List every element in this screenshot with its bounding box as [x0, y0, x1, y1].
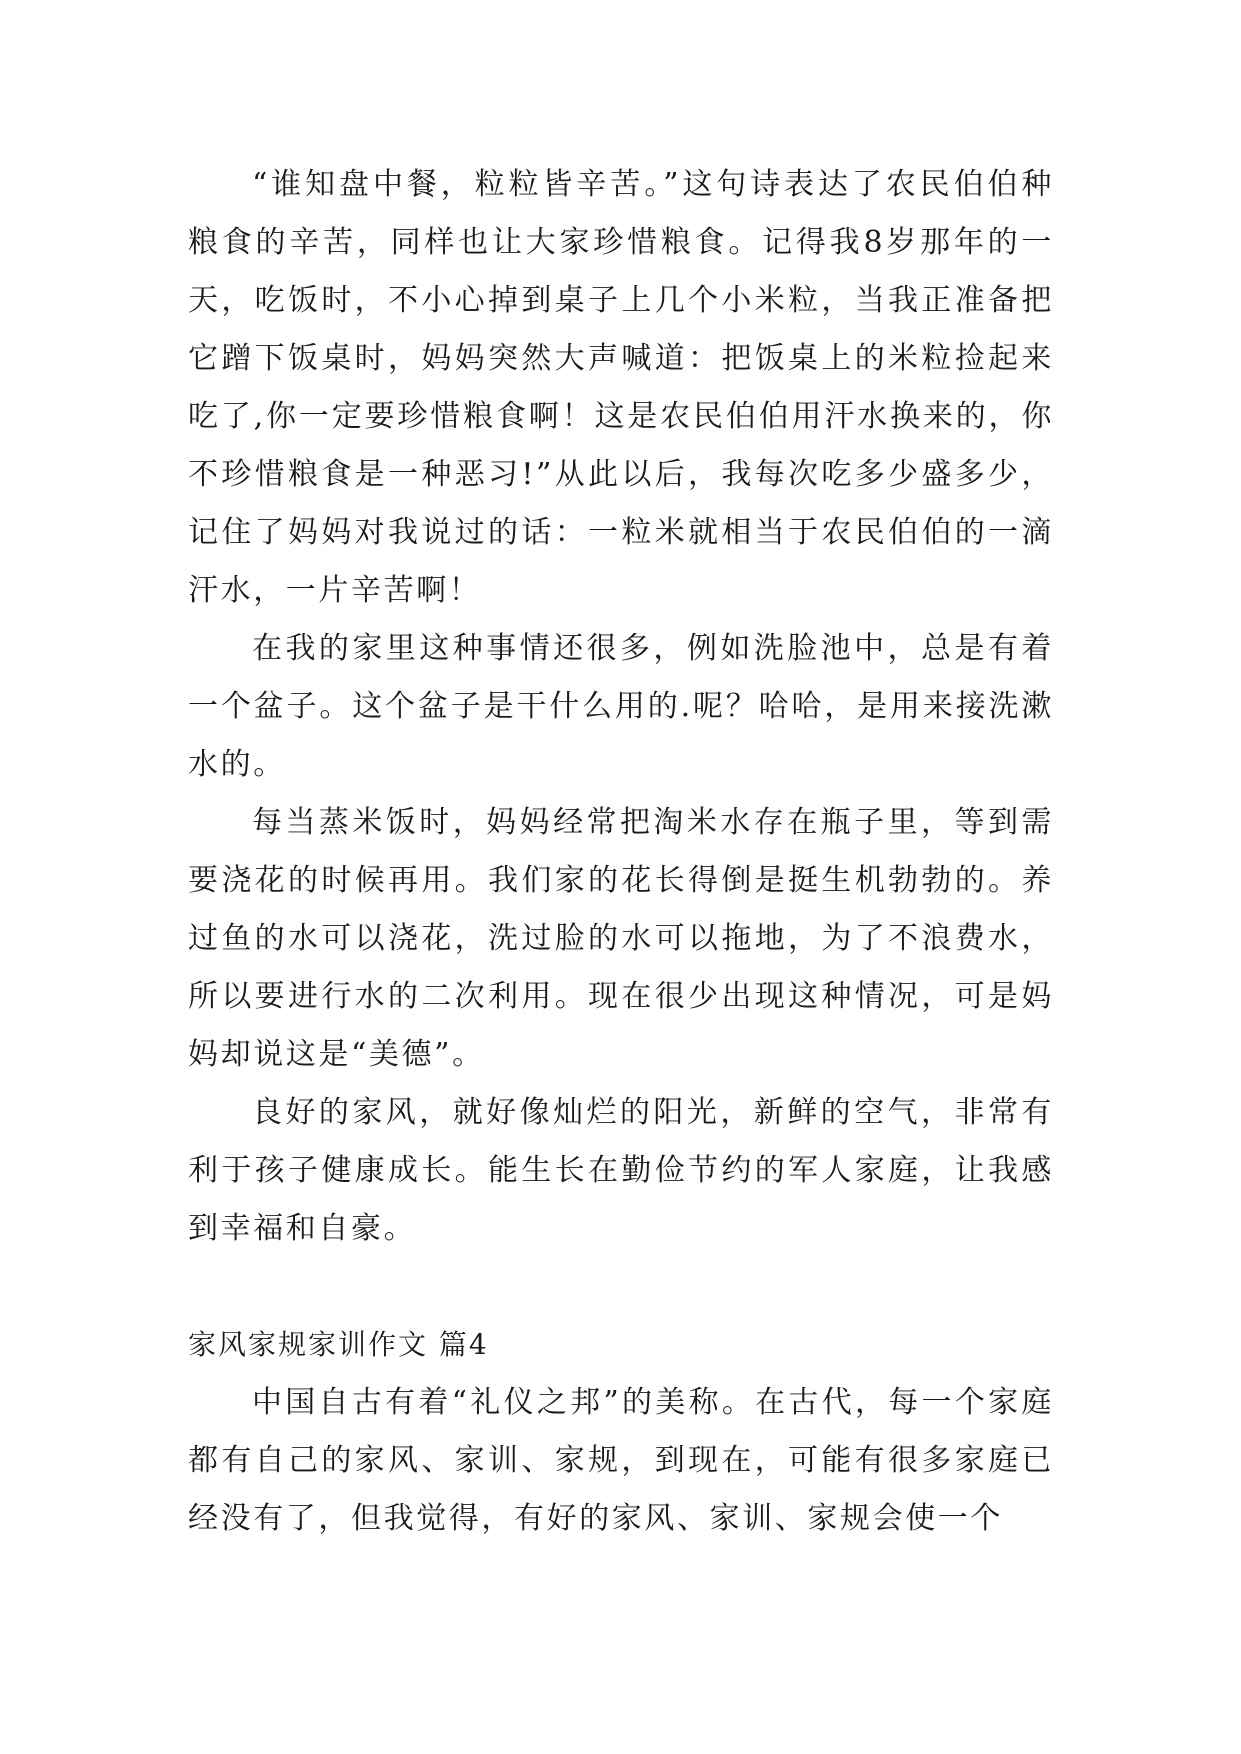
document-body — [188, 156, 1054, 1548]
paragraph-5: 中国自古有着“礼仪之邦”的美称。在古代，每一个家庭都有自己的家风、家训、家规，到现在，可能有很多家庭已经没有了，但我觉得，有好的家风、家训、家规会使一个 — [188, 1385, 1054, 1536]
paragraph-4: 良好的家风，就好像灿烂的阳光，新鲜的空气，非常有利于孩子健康成长。能生长在勤俭节约的军人家庭，让我感到幸福和自豪。 — [188, 1095, 1054, 1246]
paragraph-3: 每当蒸米饭时，妈妈经常把淘米水存在瓶子里，等到需要浇花的时候再用。我们家的花长得倒是挺生机勃勃的。养过鱼的水可以浇花，洗过脸的水可以拖地，为了不浪费水，所以要进行水的二次利用。现在很少出现这种情况，可是妈妈却说这是“美德”。 — [188, 805, 1054, 1072]
section-heading: 家风家规家训作文 篇4 — [188, 1328, 489, 1361]
paragraph-2: 在我的家里这种事情还很多，例如洗脸池中，总是有着一个盆子。这个盆子是干什么用的.呢？哈哈，是用来接洗漱水的。 — [188, 631, 1054, 782]
paragraph-1: “谁知盘中餐，粒粒皆辛苦。”这句诗表达了农民伯伯种粮食的辛苦，同样也让大家珍惜粮食。记得我8岁那年的一天，吃饭时，不小心掉到桌子上几个小米粒，当我正准备把它蹭下饭桌时，妈妈突然大声喊道：把饭桌上的米粒捡起来吃了,你一定要珍惜粮食啊！这是农民伯伯用汗水换来的，你不珍惜粮食是一种恶习!”从此以后，我每次吃多少盛多少，记住了妈妈对我说过的话：一粒米就相当于农民伯伯的一滴汗水，一片辛苦啊！ — [188, 167, 1054, 608]
